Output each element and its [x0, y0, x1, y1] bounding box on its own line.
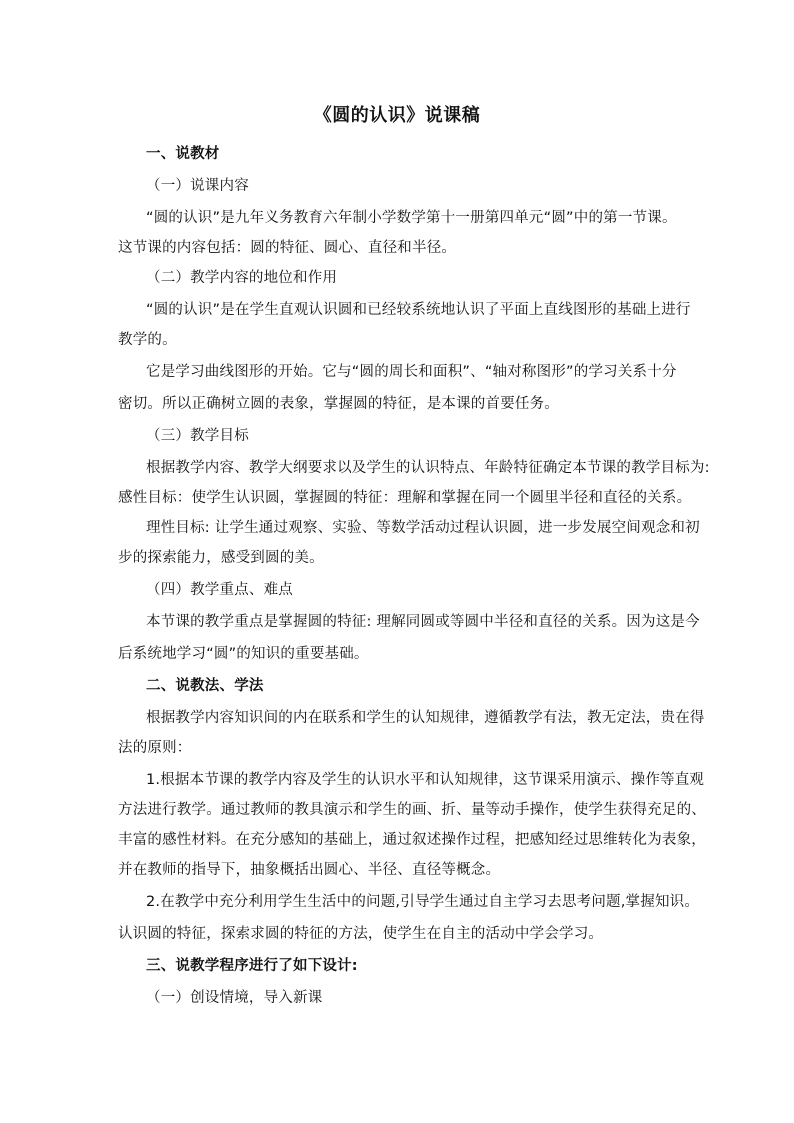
paragraph-line: 密切。所以正确树立圆的表象，掌握圆的特征，是本课的首要任务。 — [118, 396, 559, 412]
paragraph-line: 方法进行教学。通过教师的教具演示和学生的画、折、量等动手操作，使学生获得充足的、 — [118, 802, 706, 818]
paragraph-line: 这节课的内容包括：圆的特征、圆心、直径和半径。 — [118, 240, 457, 256]
paragraph-line: 根据教学内容知识间的内在联系和学生的认知规律，遵循教学有法，教无定法，贵在得 — [146, 710, 705, 726]
paragraph-line: 步的探索能力，感受到圆的美。 — [118, 550, 324, 566]
paragraph-line: 1.根据本节课的教学内容及学生的认识水平和认知规律，这节课采用演示、操作等直观 — [146, 772, 705, 788]
paragraph-line: 2.在教学中充分利用学生生活中的问题,引导学生通过自主学习去思考问题,掌握知识。 — [146, 894, 700, 910]
paragraph-line: 教学的。 — [118, 332, 177, 348]
section-heading-methods: 二、说教法、学法 — [146, 678, 264, 694]
paragraph-line: 感性目标：使学生认识圆，掌握圆的特征：理解和掌握在同一个圆里半径和直径的关系。 — [118, 490, 692, 506]
paragraph-line: “圆的认识”是九年义务教育六年制小学数学第十一册第四单元“圆”中的第一节课。 — [146, 210, 677, 226]
paragraph-line: 法的原则： — [118, 740, 192, 756]
paragraph-line: 本节课的教学重点是掌握圆的特征: 理解同圆或等圆中半径和直径的关系。因为这是今 — [146, 614, 700, 630]
paragraph-line: 丰富的感性材料。在充分感知的基础上，通过叙述操作过程，把感知经过思维转化为表象， — [118, 832, 706, 848]
paragraph-line: 认识圆的特征，探索求圆的特征的方法，使学生在自主的活动中学会学习。 — [118, 926, 604, 942]
subheading-teaching-goals: （三）教学目标 — [146, 428, 249, 444]
subheading-key-points: （四）教学重点、难点 — [146, 582, 293, 598]
document-title: 《圆的认识》说课稿 — [313, 105, 481, 126]
subheading-status-role: （二）教学内容的地位和作用 — [146, 270, 338, 286]
section-heading-textbook: 一、说教材 — [146, 146, 220, 162]
subheading-lesson-content: （一）说课内容 — [146, 178, 249, 194]
paragraph-line: “圆的认识”是在学生直观认识圆和已经较系统地认识了平面上直线图形的基础上进行 — [146, 302, 691, 318]
paragraph-line: 并在教师的指导下，抽象概括出圆心、半径、直径等概念。 — [118, 862, 501, 878]
subheading-create-situation: （一）创设情境，导入新课 — [146, 990, 323, 1006]
section-heading-procedure: 三、说教学程序进行了如下设计: — [146, 958, 358, 974]
paragraph-line: 它是学习曲线图形的开始。它与“圆的周长和面积”、“轴对称图形”的学习关系十分 — [146, 364, 677, 380]
paragraph-line: 后系统地学习“圆”的知识的重要基础。 — [118, 646, 369, 662]
paragraph-line: 根据教学内容、教学大纲要求以及学生的认识特点、年龄特征确定本节课的教学目标为: — [146, 460, 710, 476]
paragraph-line: 理性目标: 让学生通过观察、实验、等数学活动过程认识圆，进一步发展空间观念和初 — [146, 520, 700, 536]
